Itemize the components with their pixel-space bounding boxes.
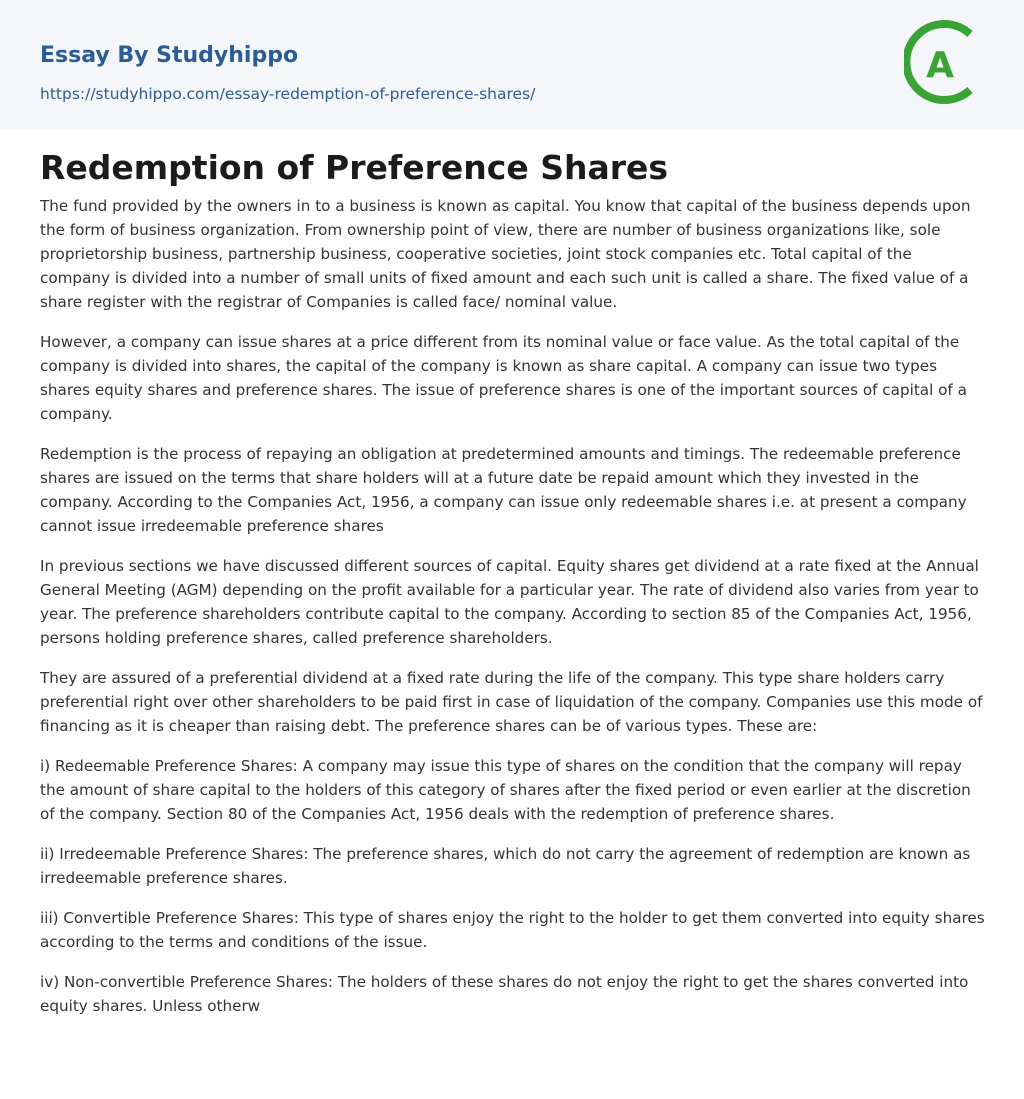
studyhippo-logo-icon[interactable] <box>904 18 988 106</box>
paragraph: In previous sections we have discussed different sources of capital. Equity shares get dividend at a rate fixed at the Annual General Meeting (AGM) depending on the profit available for a particular year. The rate of dividend also varies from year to year. The preference shareholders contribute capital to the company. According to section 85 of the Companies Act, 1956, persons holding preference shares, called preference shareholders. <box>40 557 979 647</box>
page-title: Redemption of Preference Shares <box>40 148 669 187</box>
paragraph: They are assured of a preferential dividend at a fixed rate during the life of the company. This type share holders carry preferential right over other shareholders to be paid first in case of liquidation of the company. Companies use this mode of financing as it is cheaper than raising debt. The preference shares can be of various types. These are: <box>40 669 983 735</box>
paragraph: ii) Irredeemable Preference Shares: The preference shares, which do not carry the agreement of redemption are known as irredeemable preference shares. <box>40 845 971 887</box>
site-header <box>0 0 1024 129</box>
article <box>40 143 986 1034</box>
logo-letter: A <box>926 45 954 86</box>
paragraph: iii) Convertible Preference Shares: This type of shares enjoy the right to the holder to get them converted into equity shares according to the terms and conditions of the issue. <box>40 909 985 951</box>
paragraph: Redemption is the process of repaying an obligation at predetermined amounts and timings. The redeemable preference shares are issued on the terms that share holders will at a future date be repaid amount which they invested in the company. According to the Companies Act, 1956, a company can issue only redeemable shares i.e. at present a company cannot issue irredeemable preference shares <box>40 445 967 535</box>
page-url-link[interactable]: https://studyhippo.com/essay-redemption-of-preference-shares/ <box>40 85 536 103</box>
site-brand[interactable]: Essay By Studyhippo <box>40 43 299 68</box>
paragraph: i) Redeemable Preference Shares: A company may issue this type of shares on the condition that the company will repay the amount of share capital to the holders of this category of shares after the fixed period or even earlier at the discretion of the company. Section 80 of the Companies Act, 1956 deals with the redemption of preference shares. <box>40 757 971 823</box>
paragraph: However, a company can issue shares at a price different from its nominal value or face value. As the total capital of the company is divided into shares, the capital of the company is known as share capital. A company can issue two types shares equity shares and preference shares. The issue of preference shares is one of the important sources of capital of a company. <box>40 333 967 423</box>
paragraph: iv) Non-convertible Preference Shares: The holders of these shares do not enjoy the right to get the shares converted into equity shares. Unless otherw <box>40 973 969 1015</box>
paragraph: The fund provided by the owners in to a business is known as capital. You know that capital of the business depends upon the form of business organization. From ownership point of view, there are number of business organizations like, sole proprietorship business, partnership business, cooperative societies, joint stock companies etc. Total capital of the company is divided into a number of small units of fixed amount and each such unit is called a share. The fixed value of a share register with the registrar of Companies is called face/ nominal value. <box>40 197 971 311</box>
